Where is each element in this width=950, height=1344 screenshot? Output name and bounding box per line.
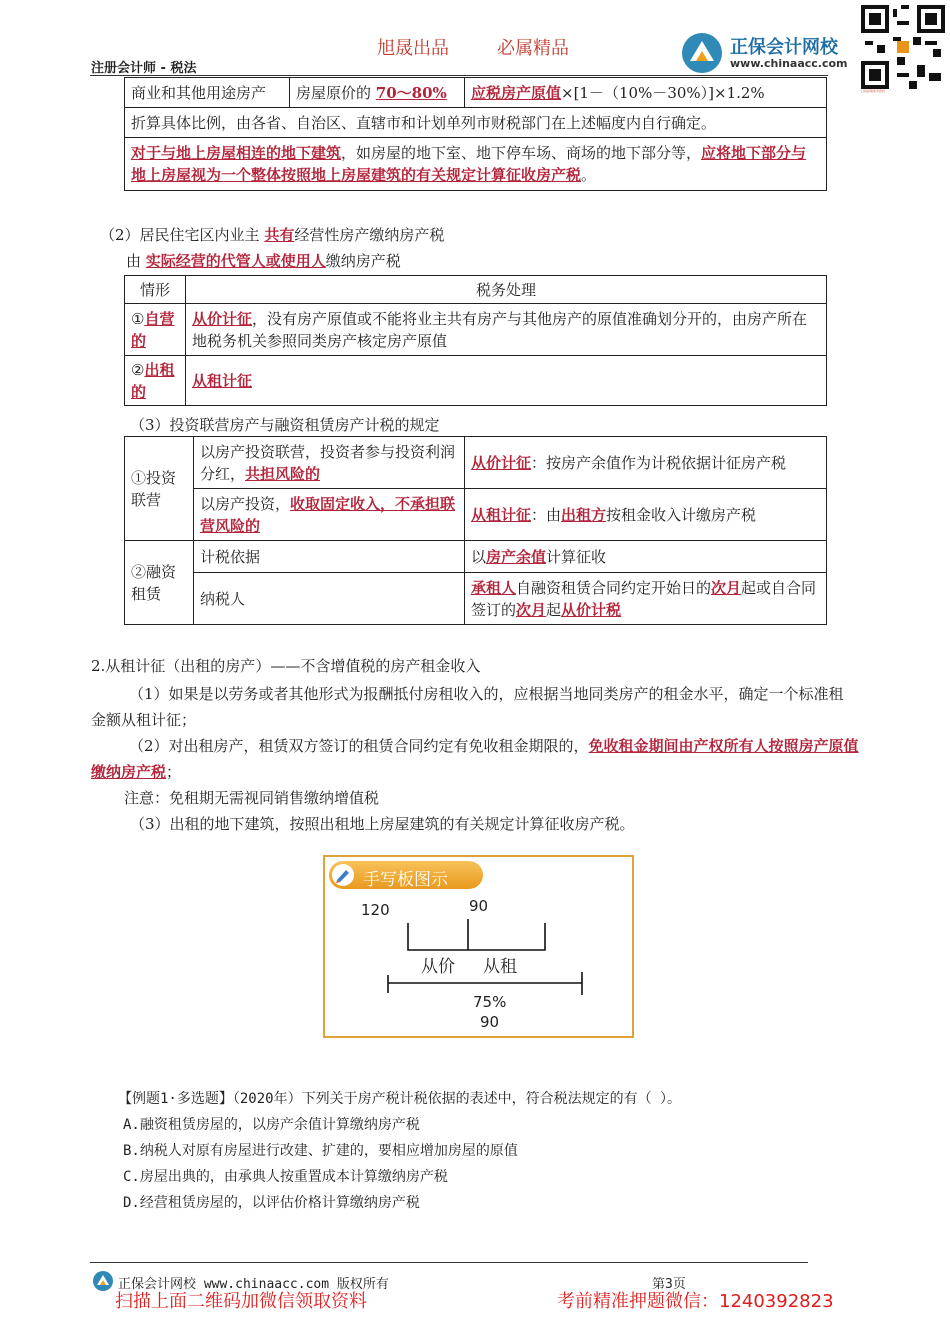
num: ② — [131, 360, 145, 379]
table-row — [125, 541, 827, 573]
treatment-key: 从租计征 — [192, 371, 253, 390]
logo-url: www.chinaacc.com — [730, 57, 848, 70]
underground-end: 。 — [581, 166, 597, 184]
assessed-value-table — [124, 77, 827, 191]
brand-right: 必属精品 — [497, 38, 569, 59]
investment-lease-table — [124, 436, 827, 625]
lease-text: 以 — [471, 547, 487, 566]
underground-key1: 对于与地上房屋相连的地下建筑 — [131, 144, 342, 162]
invest-right-text: ：按房产余值作为计税依据计征房产税 — [531, 453, 787, 472]
ratio-range: 70～80% — [375, 83, 447, 102]
invest-right-key: 从租计征 — [471, 505, 532, 524]
section2-title — [100, 224, 444, 245]
paragraph-2 — [91, 733, 861, 785]
lease-key3: 次月 — [516, 600, 547, 619]
value-75pct: 75% — [473, 993, 507, 1011]
treatment-self-operated — [186, 304, 827, 356]
invest-key: 收取固定收入，不承担联营风险的 — [200, 494, 456, 535]
underground-key2: 应将地下部分与地上房屋视为一个整体按照地上房屋建筑的有关规定计算征收房产税 — [131, 144, 807, 184]
table-row — [125, 138, 827, 191]
table-row — [125, 437, 827, 489]
formula-rest: ×[1－（10%－30%）]×1.2% — [561, 83, 765, 102]
s2-title-key: 共有 — [264, 226, 295, 244]
section2-sub — [126, 250, 401, 271]
p2-key: 免收租金期间由产权所有人按照房产原值缴纳房产税 — [91, 737, 859, 781]
invest-right-key: 从价计征 — [471, 453, 532, 472]
col-header-situation: 情形 — [125, 276, 186, 304]
section3-title: （3）投资联营房产与融资租赁房产计税的规定 — [130, 416, 440, 434]
lease-key: 房产余值 — [486, 547, 547, 566]
co-owned-table — [124, 275, 827, 406]
note-text: 注意：免租期无需视同销售缴纳增值税 — [124, 789, 380, 807]
s2-sub-prefix: 由 — [126, 252, 146, 270]
table-row — [125, 489, 827, 541]
option-c[interactable]: C.房屋出典的，由承典人按重置成本计算缴纳房产税 — [123, 1169, 448, 1185]
table-header-row — [125, 276, 827, 304]
s2-sub-key: 实际经营的代管人或使用人 — [145, 252, 326, 270]
lease-key1: 承租人 — [471, 578, 517, 597]
underground-text: ，如房屋的地下室、地下停车场、商场的地下部分等， — [341, 144, 702, 162]
col-header-treatment: 税务处理 — [186, 276, 827, 304]
lease-left-cell: 纳税人 — [194, 573, 465, 625]
paragraph-1: （1）如果是以劳务或者其他形式为报酬抵付房租收入的，应根据当地同类房产的租金水平，确定一个标准租金额从租计征； — [91, 685, 844, 729]
underground-cell — [125, 138, 827, 191]
lease-text3: 起 — [546, 600, 562, 619]
s2-sub-suffix: 缴纳房产税 — [325, 252, 401, 270]
logo[interactable] — [680, 31, 860, 75]
table-row — [125, 573, 827, 625]
paragraph-3: （3）出租的地下建筑，按照出租地上房屋建筑的有关规定计算征收房产税。 — [130, 815, 635, 833]
qr-note: 扫码获取更多资料 — [861, 89, 886, 93]
qr-code[interactable] — [861, 5, 945, 91]
p2-text: （2）对出租房产，租赁双方签订的租赁合同约定有免收租金期限的， — [129, 737, 589, 755]
situation-leased — [125, 356, 186, 406]
promo-left[interactable]: 扫描上面二维码加微信领取资料 — [115, 1291, 367, 1312]
invest-left-cell — [194, 437, 465, 489]
badge-label: 手写板图示 — [363, 870, 448, 890]
lease-key4: 从价计税 — [561, 600, 622, 619]
label-key: 自营的 — [131, 309, 175, 350]
value-90: 90 — [469, 897, 489, 915]
option-d[interactable]: D.经营租赁房屋的，以评估价格计算缴纳房产税 — [123, 1195, 420, 1211]
value-90b: 90 — [480, 1013, 500, 1031]
lease-label-cell: ②融资租赁 — [125, 541, 194, 625]
formula-key: 应税房产原值 — [471, 83, 562, 102]
treatment-key: 从价计征 — [192, 309, 253, 328]
invest-right-text: ：由 — [531, 505, 562, 524]
ratio-prefix: 房屋原价的 — [296, 83, 376, 102]
invest-right-text2: 按租金收入计缴房产税 — [606, 505, 757, 524]
option-b[interactable]: B.纳税人对原有房屋进行改建、扩建的，要相应增加房屋的原值 — [123, 1143, 518, 1159]
footer-copyright: 正保会计网校 www.chinaacc.com 版权所有 — [118, 1277, 389, 1292]
ratio-note-cell: 折算具体比例，由各省、自治区、直辖市和计划单列市财税部门在上述幅度内自行确定。 — [125, 108, 827, 138]
logo-icon — [680, 31, 724, 75]
lease-left-cell: 计税依据 — [194, 541, 465, 573]
p2-end: ； — [166, 763, 182, 781]
lease-right-cell — [465, 573, 827, 625]
s2-title-prefix: （2）居民住宅区内业主 — [100, 226, 265, 244]
invest-label-cell: ①投资联营 — [125, 437, 194, 541]
invest-text: 以房产投资联营，投资者参与投资利润分红， — [200, 442, 456, 483]
value-120: 120 — [361, 901, 390, 919]
invest-text: 以房产投资， — [200, 494, 291, 513]
lease-right-cell — [465, 541, 827, 573]
header-divider — [90, 75, 828, 76]
num: ① — [131, 309, 145, 328]
invest-right-cell — [465, 489, 827, 541]
option-a[interactable]: A.融资租赁房屋的，以房产余值计算缴纳房产税 — [123, 1117, 420, 1133]
table-row — [125, 78, 827, 108]
label-price-basis: 从价 — [421, 957, 455, 977]
invest-right-key2: 出租方 — [561, 505, 607, 524]
formula-cell — [465, 78, 827, 108]
logo-text: 正保会计网校 — [730, 37, 838, 58]
usage-cell: 商业和其他用途房产 — [125, 78, 290, 108]
brand-left: 旭晟出品 — [377, 38, 449, 59]
lease-key2: 次月 — [711, 578, 742, 597]
invest-left-cell — [194, 489, 465, 541]
invest-right-cell — [465, 437, 827, 489]
handwriting-board — [323, 855, 634, 1038]
example-title: 【例题1·多选题】（2020年）下列关于房产税计税依据的表述中，符合税法规定的有（ ）。 — [118, 1091, 681, 1107]
lease-text1: 自融资租赁合同约定开始日的 — [516, 578, 712, 597]
s2-title-suffix: 经营性房产缴纳房产税 — [294, 226, 445, 244]
invest-key: 共担风险的 — [245, 464, 321, 483]
treatment-leased — [186, 356, 827, 406]
treatment-text: ，没有房产原值或不能将业主共有房产与其他房产的原值准确划分开的，由房产所在地税务机关参照同类房产核定房产原值 — [192, 309, 808, 350]
heading-rent-basis: 2.从租计征（出租的房产）——不含增值税的房产租金收入 — [91, 657, 481, 675]
subject-title: 注册会计师 - 税法 — [91, 61, 197, 76]
table-row — [125, 356, 827, 406]
table-row — [125, 108, 827, 138]
situation-self-operated — [125, 304, 186, 356]
footer-logo-icon — [92, 1270, 114, 1292]
lease-text2: 计算征收 — [546, 547, 607, 566]
promo-right[interactable]: 考前精准押题微信：1240392823 — [557, 1291, 834, 1312]
label-key: 出租的 — [131, 360, 175, 401]
table-row — [125, 304, 827, 356]
footer-page: 第3页 — [652, 1277, 686, 1292]
lease-text2: 起或自合同签订的 — [471, 578, 817, 619]
label-rent-basis: 从租 — [483, 957, 517, 977]
ratio-cell — [290, 78, 465, 108]
footer-divider — [90, 1262, 808, 1263]
qr-icon — [861, 5, 945, 89]
